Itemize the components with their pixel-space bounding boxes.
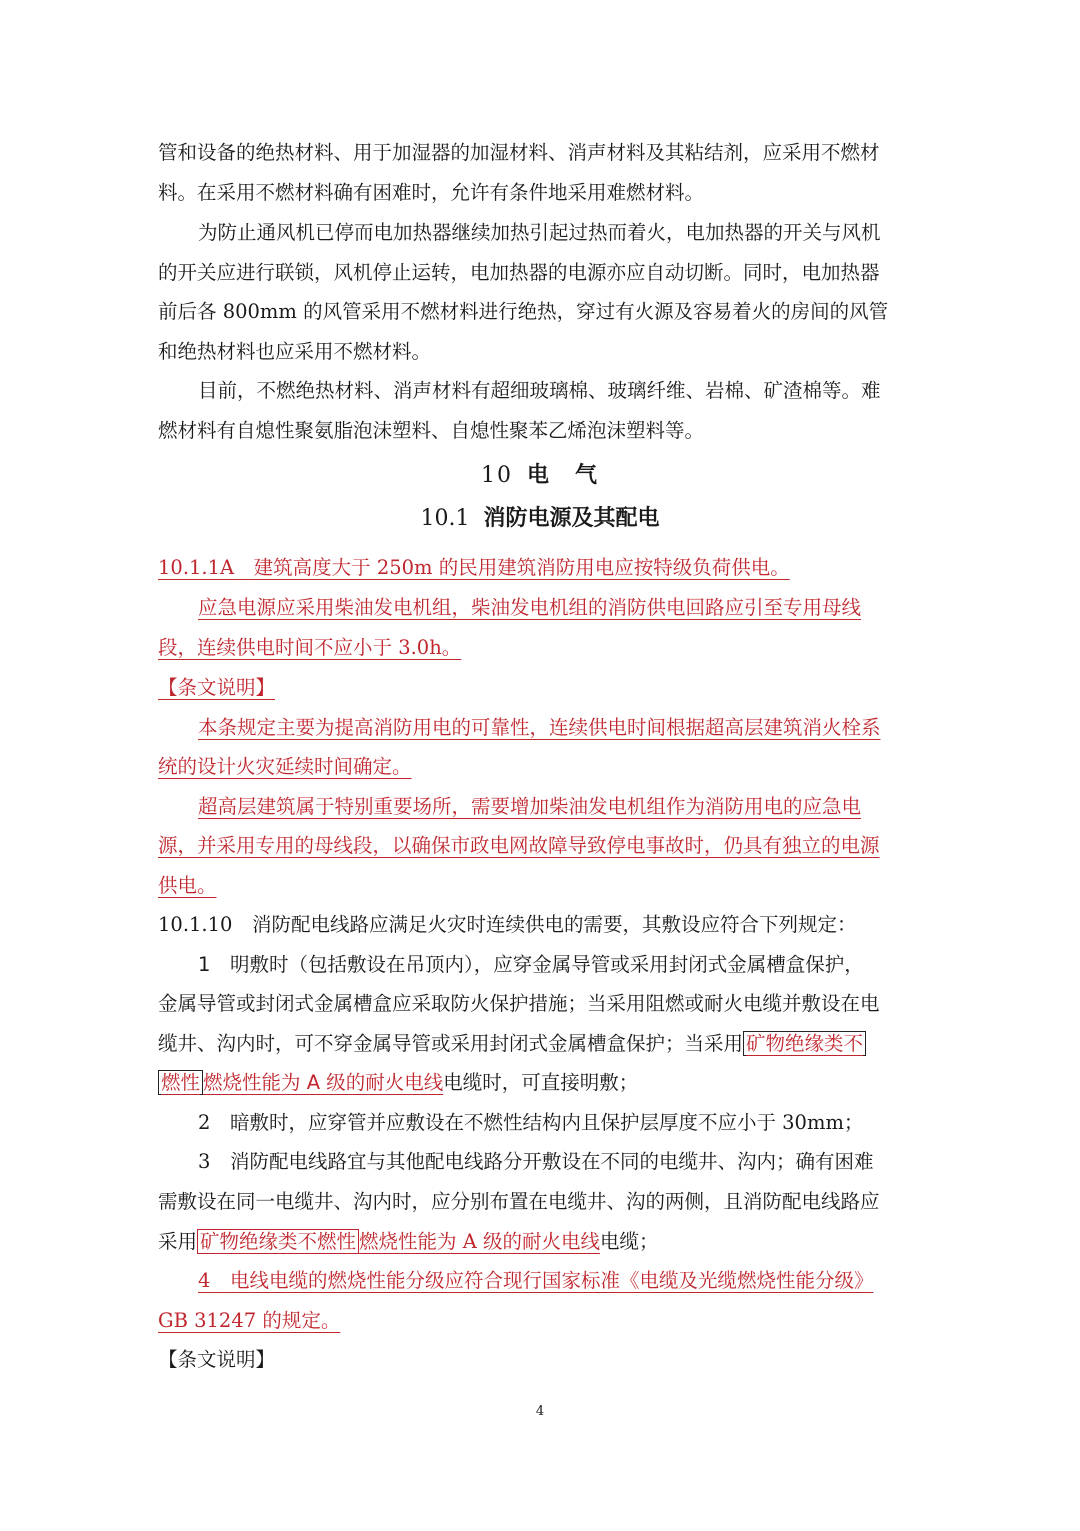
paragraph-line: 的开关应进行联锁，风机停止运转，电加热器的电源亦应自动切断。同时，电加热器	[158, 261, 880, 284]
paragraph-line: 目前，不燃绝热材料、消声材料有超细玻璃棉、玻璃纤维、岩棉、矿渣棉等。难	[198, 379, 881, 402]
explanation-text: 供电。	[158, 874, 217, 897]
item-number: 4	[198, 1269, 211, 1292]
explanation-label-text: 【条文说明】	[158, 676, 276, 699]
explanation-text: 统的设计火灾延续时间确定。	[158, 755, 412, 778]
inserted-text: 燃烧性能为 A 级的耐火电线	[203, 1071, 444, 1094]
item-text: 电缆时，可直接明敷；	[443, 1071, 639, 1094]
item-1-line: 金属导管或封闭式金属槽盒应采取防火保护措施；当采用阻燃或耐火电缆并敷设在电	[158, 992, 880, 1015]
item-number: 3	[198, 1150, 211, 1173]
item-1-line	[198, 951, 948, 979]
explanation-line	[198, 714, 948, 742]
deleted-text: 矿物绝缘类不燃性	[197, 1229, 359, 1254]
explanation-text: 源，并采用专用的母线段，以确保市政电网故障导致停电事故时，仍具有独立的电源	[158, 834, 880, 857]
item-3-line	[198, 1148, 948, 1176]
clause-number: 10.1.10	[158, 913, 233, 936]
paragraph-line: 料。在采用不燃材料确有困难时，允许有条件地采用难燃材料。	[158, 181, 705, 204]
page-number: 4	[535, 1404, 545, 1419]
item-text: 暗敷时，应穿管并应敷设在不燃性结构内且保护层厚度不应小于 30mm；	[229, 1111, 864, 1134]
explanation-line	[158, 872, 948, 900]
clause-10-1-1a-line	[158, 634, 948, 662]
clause-text: 应急电源应采用柴油发电机组，柴油发电机组的消防供电回路应引至专用母线	[198, 596, 862, 619]
chapter-heading	[0, 458, 1080, 489]
clause-text: 消防配电线路应满足火灾时连续供电的需要，其敷设应符合下列规定：	[251, 913, 857, 936]
paragraph-line: 和绝热材料也应采用不燃材料。	[158, 340, 432, 363]
item-2-line	[198, 1109, 948, 1137]
clause-10-1-1a-line	[158, 554, 948, 582]
item-text: 电缆；	[600, 1230, 659, 1253]
clause-10-1-10-intro	[158, 911, 948, 939]
paragraph-line: 前后各 800mm 的风管采用不燃材料进行绝热，穿过有火源及容易着火的房间的风管	[158, 300, 889, 323]
explanation-text: 超高层建筑属于特别重要场所，需要增加柴油发电机组作为消防用电的应急电	[198, 795, 862, 818]
item-text: 电线电缆的燃烧性能分级应符合现行国家标准《电缆及光缆燃烧性能分级》	[229, 1269, 874, 1292]
chapter-number: 10	[480, 463, 513, 488]
section-number: 10.1	[420, 506, 470, 531]
clause-10-1-1a-line	[198, 594, 948, 622]
item-text: 缆井、沟内时，可不穿金属导管或采用封闭式金属槽盒保护；当采用	[158, 1032, 744, 1055]
item-number: 1	[198, 953, 211, 976]
clause-number: 10.1.1A	[158, 556, 235, 579]
item-3-line	[158, 1228, 948, 1256]
item-number: 2	[198, 1111, 211, 1134]
item-text: GB 31247 的规定。	[158, 1309, 341, 1332]
item-3-line: 需敷设在同一电缆井、沟内时，应分别布置在电缆井、沟的两侧，且消防配电线路应	[158, 1190, 880, 1213]
section-heading	[0, 501, 1080, 532]
section-title: 消防电源及其配电	[483, 506, 660, 531]
item-4-line	[198, 1267, 948, 1295]
explanation-label	[158, 674, 948, 702]
revised-text: 矿物绝缘类不	[743, 1031, 866, 1056]
chapter-title: 电 气	[526, 463, 599, 488]
item-text: 消防配电线路宜与其他配电线路分开敷设在不同的电缆井、沟内；确有困难	[229, 1150, 874, 1173]
item-text: 明敷时（包括敷设在吊顶内），应穿金属导管或采用封闭式金属槽盒保护，	[229, 953, 864, 976]
clause-text: 建筑高度大于 250m 的民用建筑消防用电应按特级负荷供电。	[253, 556, 790, 579]
paragraph-line: 为防止通风机已停而电加热器继续加热引起过热而着火，电加热器的开关与风机	[198, 221, 881, 244]
explanation-line	[158, 832, 948, 860]
deleted-text: 燃性	[158, 1070, 203, 1095]
explanation-text: 本条规定主要为提高消防用电的可靠性，连续供电时间根据超高层建筑消火栓系	[198, 716, 881, 739]
item-1-line	[158, 1030, 948, 1058]
explanation-line	[158, 753, 948, 781]
inserted-text: 燃烧性能为 A 级的耐火电线	[359, 1230, 601, 1253]
explanation-line	[198, 793, 948, 821]
item-1-line	[158, 1069, 948, 1097]
clause-text: 段，连续供电时间不应小于 3.0h。	[158, 636, 462, 659]
explanation-label-2: 【条文说明】	[158, 1348, 276, 1371]
item-4-line	[158, 1307, 948, 1335]
item-text: 采用	[158, 1230, 198, 1253]
paragraph-line: 管和设备的绝热材料、用于加湿器的加湿材料、消声材料及其粘结剂，应采用不燃材	[158, 141, 880, 164]
paragraph-line: 燃材料有自熄性聚氨脂泡沫塑料、自熄性聚苯乙烯泡沫塑料等。	[158, 419, 705, 442]
